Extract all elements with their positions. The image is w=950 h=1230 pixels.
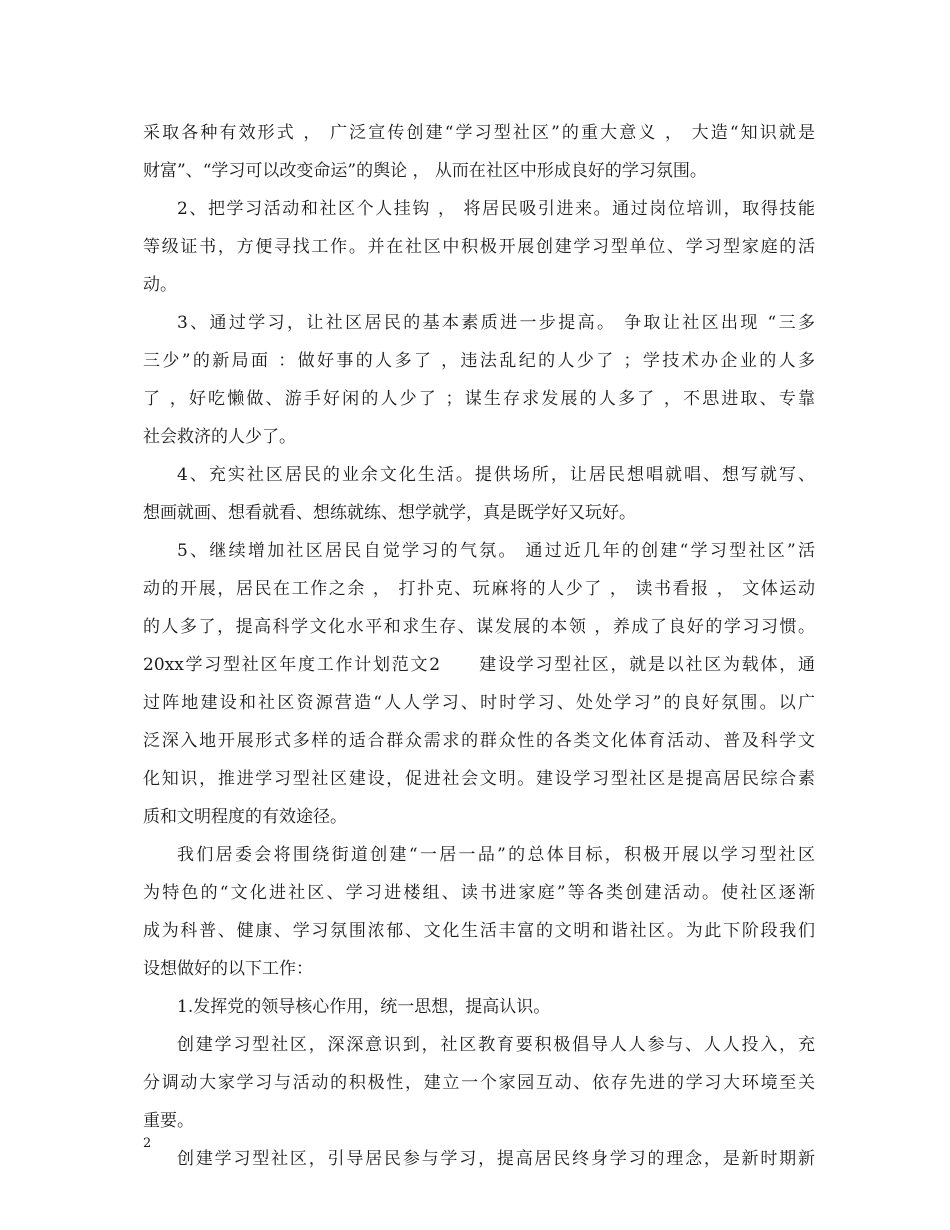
text-line: 5、继续增加社区居民自觉学习的气氛。 通过近几年的创建“学习型社区”活 xyxy=(177,541,815,561)
text-line: 泛深入地开展形式多样的适合群众需求的群众性的各类文化体育活动、普及科学文 xyxy=(143,731,815,751)
text-line: 社会救济的人少了。 xyxy=(143,427,296,447)
text-line: 成为科普、健康、学习氛围浓郁、文化生活丰富的文明和谐社区。为此下阶段我们 xyxy=(143,921,815,941)
text-line: 创建学习型社区，深深意识到，社区教育要积极倡导人人参与、人人投入，充 xyxy=(177,1035,815,1055)
text-line: 3、通过学习，让社区居民的基本素质进一步提高。 争取让社区出现 “三多 xyxy=(177,313,815,333)
text-line: 动的开展，居民在工作之余 ， 打扑克、玩麻将的人少了 ， 读书看报 ， 文体运动 xyxy=(143,579,815,599)
text-line: 为特色的“文化进社区、学习进楼组、读书进家庭”等各类创建活动。使社区逐渐 xyxy=(143,883,815,903)
page-number: 2 xyxy=(143,1136,152,1151)
text-line: 化知识，推进学习型社区建设，促进社会文明。建设学习型社区是提高居民综合素 xyxy=(143,769,815,789)
text-line: 重要。 xyxy=(143,1111,194,1131)
text-line: 过阵地建设和社区资源营造“人人学习、时时学习、处处学习”的良好氛围。以广 xyxy=(143,693,815,713)
text-line: 了 ，好吃懒做、游手好闲的人少了 ；谋生存求发展的人多了 ，不思进取、专靠 xyxy=(143,389,815,409)
text-line: 我们居委会将围绕街道创建“一居一品”的总体目标，积极开展以学习型社区 xyxy=(177,845,815,865)
text-line: 4、充实社区居民的业余文化生活。提供场所，让居民想唱就唱、想写就写、 xyxy=(177,465,815,485)
text-line: 采取各种有效形式 ， 广泛宣传创建“学习型社区”的重大意义 ， 大造“知识就是 xyxy=(143,123,815,143)
text-line: 设想做好的以下工作： xyxy=(143,959,313,979)
text-line: 想画就画、想看就看、想练就练、想学就学，真是既学好又玩好。 xyxy=(143,503,636,523)
document-body xyxy=(143,114,815,1178)
text-line: 2、把学习活动和社区个人挂钩 ， 将居民吸引进来。通过岗位培训，取得技能 xyxy=(177,199,815,219)
text-line: 的人多了，提高科学文化水平和求生存、谋发展的本领 ，养成了良好的学习习惯。 xyxy=(143,617,815,637)
text-line: 动。 xyxy=(143,275,177,295)
text-line: 20xx学习型社区年度工作计划范文2 建设学习型社区，就是以社区为载体，通 xyxy=(143,655,815,675)
text-line: 分调动大家学习与活动的积极性，建立一个家园互动、依存先进的学习大环境至关 xyxy=(143,1073,815,1093)
text-line: 三少”的新局面 ：做好事的人多了 ，违法乱纪的人少了 ；学技术办企业的人多 xyxy=(143,351,815,371)
text-line: 质和文明程度的有效途径。 xyxy=(143,807,347,827)
text-line: 财富”、“学习可以改变命运”的舆论 ， 从而在社区中形成良好的学习氛围。 xyxy=(143,161,707,181)
text-line: 创建学习型社区，引导居民参与学习，提高居民终身学习的理念，是新时期新 xyxy=(177,1149,815,1169)
text-line: 等级证书，方便寻找工作。并在社区中积极开展创建学习型单位、学习型家庭的活 xyxy=(143,237,815,257)
text-line: 1.发挥党的领导核心作用，统一思想，提高认识。 xyxy=(177,997,551,1017)
